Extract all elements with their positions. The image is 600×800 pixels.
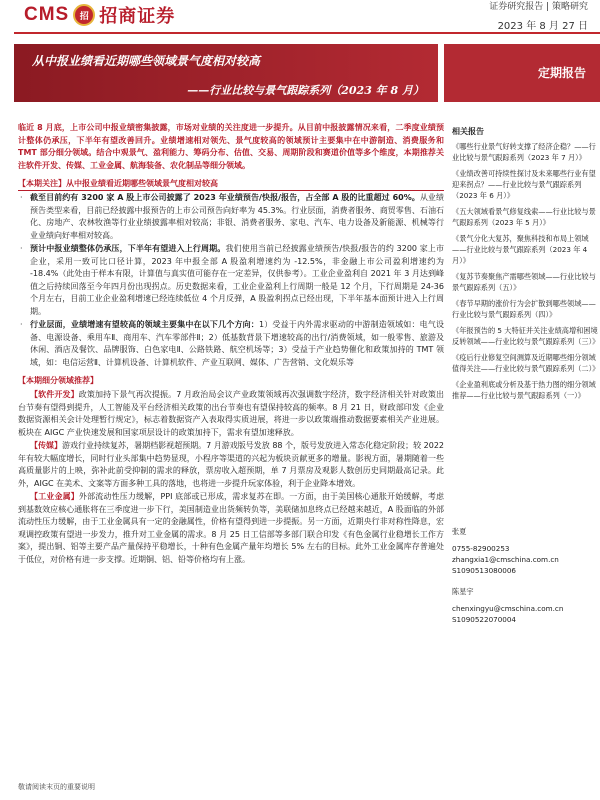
paragraph-text: 游戏行业持续复苏，暑期档影视超预期。7 月游戏版号发放 88 个，版号发放进入常态化稳定阶段；较 2022 年有较大幅度增长，同时行业头部集中趋势显现，小程序等渠道的兴起为板块贡献更多的增量。影视方面，暑期随着一些高质量影片的上映，弥补此前受抑制的需求的释放，票房收入超预期，单 7 月票房及观影人数创历史同期最高记录。此外，AIGC 在美术、文案等方面多种工具的落地，也将进一步提升玩家体验，利于企业降本增效。 <box>18 441 445 488</box>
related-reports-heading: 相关报告 <box>452 127 484 136</box>
analyst-cert: S1090513080006 <box>452 566 517 575</box>
report-date: 2023 年 8 月 27 日 <box>497 21 588 32</box>
related-report-title: 《春节早期的涨价行为会扩散到哪些领域——行业比较与景气跟踪系列（四）》 <box>452 299 596 319</box>
logo-badge-icon: 招 <box>73 4 95 26</box>
analyst-card <box>452 526 598 576</box>
report-subtitle: ——行业比较与景气跟踪系列（2023 年 8 月） <box>187 84 424 97</box>
list-item <box>18 243 444 318</box>
analyst-contacts <box>452 526 598 635</box>
related-report-link[interactable] <box>452 168 598 201</box>
analyst-card <box>452 586 598 625</box>
paragraph-text: 政策加持下景气再次提振。7 月政治局会议产业政策领域再次强调数字经济，数字经济相关针对政策出台节奏有望得到提升，人工智能及平台经济相关政策的出台节奏也有望保持较高的频率。8 月 21 日，财政部印发《企业数据资源相关会计处理暂行规定》，标志着数据资产入表取得实质进展，将进一步以政策端推动数据要素相关产业进展。板块在 AIGC 产业快速发展和国家项层设计的政策加持下，需求有望加速释放。 <box>18 390 444 437</box>
bullet-icon: · <box>20 320 23 329</box>
header-meta <box>489 0 588 34</box>
logo-latin: CMS <box>24 4 70 25</box>
recommend-paragraph <box>18 491 444 566</box>
bullet-icon: · <box>20 244 23 253</box>
related-report-link[interactable] <box>452 233 598 266</box>
summary-paragraph: 临近 8 月底，上市公司中报业绩密集披露，市场对业绩的关注度进一步提升。从目前中报披露情况来看，二季度业绩预计整体仍承压，下半年有望改善回升。业绩增速相对领先、景气度较高的领域预计主要集中在中游制造、消费服务和 TMT 部分细分领域。结合中观景气、盈利能力、筹码分布、估值、交易、周期阶段和赛道价值等多个维度，本期推荐关注软件开发、传媒、工业金属、航海装备、农化制品等细分领域。 <box>18 123 444 170</box>
related-report-title: 《年报预告的 5 大特征并关注业绩高增和困境反转领域——行业比较与景气跟踪系列（三）》 <box>452 326 600 346</box>
related-report-link[interactable] <box>452 206 598 228</box>
list-item <box>18 319 444 369</box>
item-lead: 截至目前约有 3200 家 A 股上市公司披露了 2023 年业绩预告/快报/报告，占全部 A 股的比重超过 60%。 <box>30 193 420 202</box>
related-reports-sidebar <box>452 126 598 406</box>
bullet-icon: · <box>20 193 23 202</box>
item-text: 我们使用当前已经披露业绩预告/快报/报告的约 3200 家上市企业，采用一致可比口径计算，2023 年中报全部 A 股盈利增速约为 -12.5%，非金融上市公司盈利增速约为 -18.4%（此处由于样本有限，计算值与真实值可能存在一定差异，仅供参考）。工业企业盈利自 2021 年 3 月达到峰值之后持续回落至今年四月份出现拐点。历史数据来看，工业企业盈利上行周期一般是 12 个月，下行周期是 24-36 个月左右，目前工业企业盈利增速已经连续低位 4 个月反弹，A 股盈利拐点已经出现，下半年基本面预计进入上行周期。 <box>30 244 444 316</box>
section-rule <box>18 190 444 191</box>
item-text: 1）受益于内外需求驱动的中游制造领域如：电气设备、电源设备、乘用车Ⅱ、商用车、汽车零部件Ⅱ；2）低基数背景下增速较高的出行/消费领域，如一般零售、旅游及休闲、酒店及餐饮、品牌服饰、白色家电Ⅱ、公路铁路、航空机场等；3）受益于产业趋势催化和政策加持的 TMT 领域，如：电信运营Ⅱ、计算机设备、计算机软件、产业互联网、媒体、广告营销、文化娱乐等 <box>30 320 444 367</box>
header-divider <box>14 32 600 34</box>
title-banner <box>14 44 438 102</box>
company-logo <box>24 2 175 28</box>
related-report-link[interactable] <box>452 298 598 320</box>
related-report-title: 《业绩改善可持续性探讨及未来哪些行业有望迎来拐点？——行业比较与景气跟踪系列（2023 年 6 月）》 <box>452 169 596 200</box>
related-report-title: 《企业盈利底或分析及基于热力图的细分领域推荐——行业比较与景气跟踪系列（一）》 <box>452 380 596 400</box>
analyst-email[interactable]: chenxingyu@cmschina.com.cn <box>452 604 564 613</box>
related-report-title: 《哪些行业景气好转支撑了经济企稳？——行业比较与景气跟踪系列（2023 年 7 月）》 <box>452 142 596 162</box>
recommend-paragraph <box>18 389 444 439</box>
related-report-title: 《疫后行业修复空间测算及近期哪些细分领域值得关注——行业比较与景气跟踪系列（二）》 <box>452 353 600 373</box>
analyst-name: 陈星宇 <box>452 587 474 596</box>
analyst-name: 张夏 <box>452 527 467 536</box>
section-focus-label: 【本期关注】从中报业绩看近期哪些领域景气度相对较高 <box>18 179 218 188</box>
related-report-title: 《复苏节奏聚焦产需哪些领域——行业比较与景气跟踪系列（五）》 <box>452 272 596 292</box>
item-lead: 预计中报业绩整体仍承压，下半年有望进入上行周期。 <box>30 244 226 253</box>
section-recommend-label: 【本期细分领域推荐】 <box>18 376 98 385</box>
related-report-link[interactable] <box>452 352 598 374</box>
related-report-title: 《景气分化大复苏，聚焦科技和布局上领域——行业比较与景气跟踪系列（2023 年 4 月）》 <box>452 234 589 265</box>
section-recommend-header <box>18 375 444 388</box>
related-report-link[interactable] <box>452 271 598 293</box>
category-banner <box>444 44 600 102</box>
section-focus-header <box>18 178 444 191</box>
paragraph-text: 外部流动性压力缓解，PPI 底部或已形成，需求复苏在即。一方面，由于美国核心通胀开始缓解，考虑到基数效应核心通胀将在三季度进一步下行，美国制造业出货频转负等，美联储加息终点已经越来越近，A 股面临的外部流动性压力缓解，由于工业金属具有一定的金融属性，价格有望得到进一步提振。另一方面，近期央行非对称性降息，宏观调控政策有望进一步发力，推升对工业金属的需求。8 月 25 日工信部等多部门联合印发《有色金属行业稳增长工作方案》，提出铜、铝等主要产品产量保持平稳增长，十种有色金属产量年均增长 5% 左右的目标。此外工业金属库存普遍处于低位，对价格有进一步支撑。近期铜、铝、铅等价格均有上涨。 <box>18 492 445 564</box>
sector-tag: 【软件开发】 <box>30 390 79 399</box>
report-category: 定期报告 <box>537 66 586 80</box>
analyst-phone: 0755-82900253 <box>452 544 510 553</box>
related-report-link[interactable] <box>452 379 598 401</box>
sector-tag: 【工业金属】 <box>30 492 79 501</box>
recommend-paragraph <box>18 440 444 490</box>
main-content <box>18 122 444 566</box>
footer-note: 敬请阅读末页的重要说明 <box>18 783 95 791</box>
related-report-link[interactable] <box>452 141 598 163</box>
report-title: 从中报业绩看近期哪些领域景气度相对较高 <box>32 54 261 68</box>
sector-tag: 【传媒】 <box>30 441 63 450</box>
item-lead: 行业层面，业绩增速有望较高的领域主要集中在以下几个方向： <box>30 320 259 329</box>
item-text: 从业绩预告类型来看，目前已经披露中报预告的上市公司预告向好率为 45.3%。行业层面，消费者服务、商贸零售、石油石化、房地产、农林牧渔等行业业绩披露率相对较高；非银、消费者服务、家电、汽车、电力设备及新能源、机械等行业业绩向好率相对较高。 <box>30 193 444 240</box>
analyst-cert: S1090522070004 <box>452 615 517 624</box>
related-report-title: 《五大领域看景气修复线索——行业比较与景气跟踪系列（2023 年 5 月）》 <box>452 207 596 227</box>
report-type: 证券研究报告 | 策略研究 <box>489 2 588 12</box>
analyst-email[interactable]: zhangxia1@cmschina.com.cn <box>452 555 559 564</box>
list-item <box>18 192 444 242</box>
logo-chinese: 招商证券 <box>99 6 176 27</box>
related-report-link[interactable] <box>452 325 598 347</box>
